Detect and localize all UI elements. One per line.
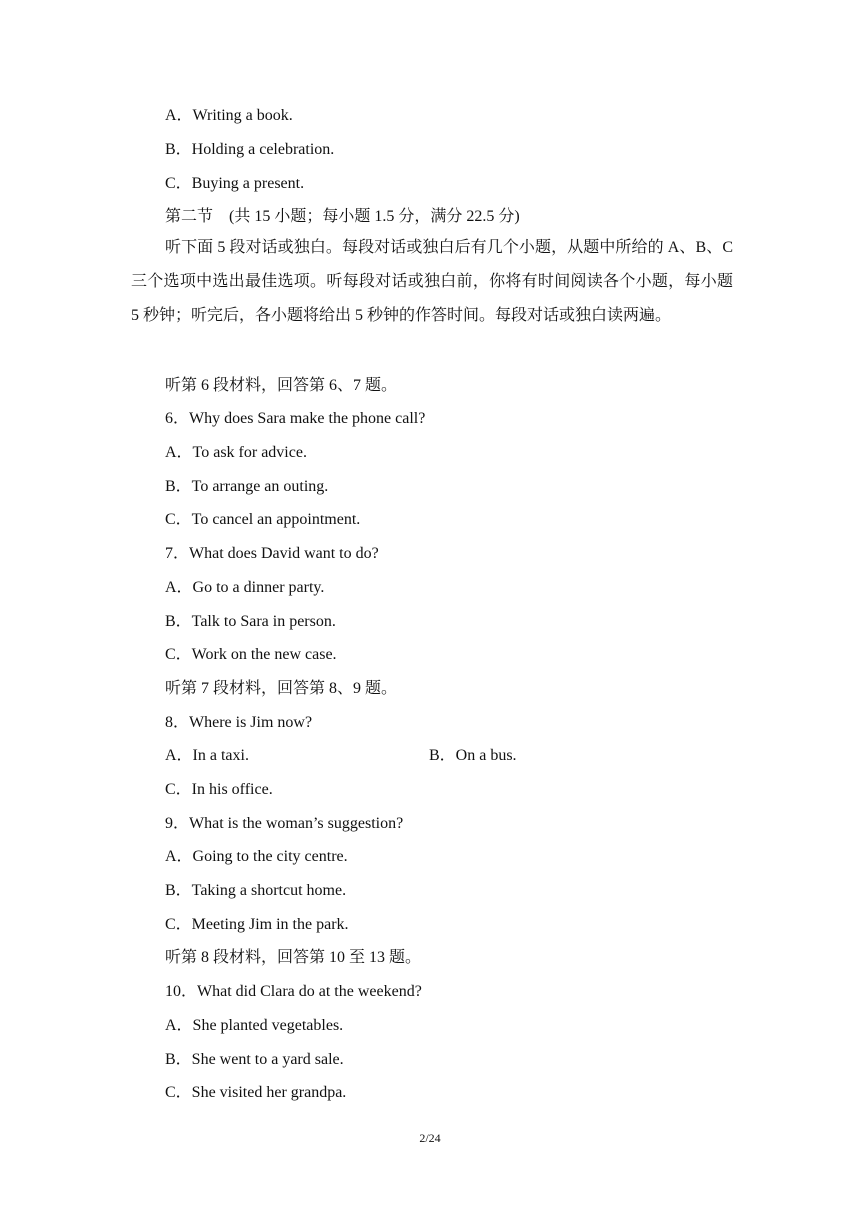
q6-option-b: B．To arrange an outing. bbox=[165, 478, 329, 495]
q9-option-a: A．Going to the city centre. bbox=[165, 848, 348, 865]
q10-option-c: C．She visited her grandpa. bbox=[165, 1084, 347, 1101]
q7-option-a: A．Go to a dinner party. bbox=[165, 579, 325, 596]
instructions-paragraph: 听下面 5 段对话或独白。每段对话或独白后有几个小题，从题中所给的 A、B、C 三个选项中选出最佳选项。听每段对话或独白前，你将有时间阅读各个小题，每小题 5 秒钟；听完后，各小题将给出 5 秒钟的作答时间。每段对话或独白读两遍。 bbox=[131, 239, 733, 324]
option-b-prev: B．Holding a celebration. bbox=[165, 141, 335, 158]
option-c-prev: C．Buying a present. bbox=[165, 175, 305, 192]
section6-heading: 听第 6 段材料，回答第 6、7 题。 bbox=[165, 377, 398, 394]
q6-option-c: C．To cancel an appointment. bbox=[165, 511, 361, 528]
section-heading: 第二节 (共 15 小题；每小题 1.5 分，满分 22.5 分) bbox=[165, 208, 520, 225]
q6-option-a: A．To ask for advice. bbox=[165, 444, 307, 461]
q9-option-b: B．Taking a shortcut home. bbox=[165, 882, 347, 899]
q7-option-c: C．Work on the new case. bbox=[165, 646, 337, 663]
q8-option-c: C．In his office. bbox=[165, 781, 273, 798]
page-number: 2/24 bbox=[419, 1131, 441, 1145]
q8-option-a: A．In a taxi. bbox=[165, 747, 249, 764]
section8-heading: 听第 8 段材料，回答第 10 至 13 题。 bbox=[165, 949, 422, 966]
q8-option-b: B．On a bus. bbox=[429, 747, 517, 764]
question-9: 9．What is the woman’s suggestion? bbox=[165, 815, 404, 832]
section7-heading: 听第 7 段材料，回答第 8、9 题。 bbox=[165, 680, 398, 697]
question-7: 7．What does David want to do? bbox=[165, 545, 379, 562]
q9-option-c: C．Meeting Jim in the park. bbox=[165, 916, 349, 933]
option-a-prev: A．Writing a book. bbox=[165, 107, 293, 124]
question-8: 8．Where is Jim now? bbox=[165, 714, 313, 731]
q7-option-b: B．Talk to Sara in person. bbox=[165, 613, 336, 630]
q10-option-b: B．She went to a yard sale. bbox=[165, 1051, 344, 1068]
question-6: 6．Why does Sara make the phone call? bbox=[165, 410, 426, 427]
q10-option-a: A．She planted vegetables. bbox=[165, 1017, 344, 1034]
question-10: 10．What did Clara do at the weekend? bbox=[165, 983, 422, 1000]
